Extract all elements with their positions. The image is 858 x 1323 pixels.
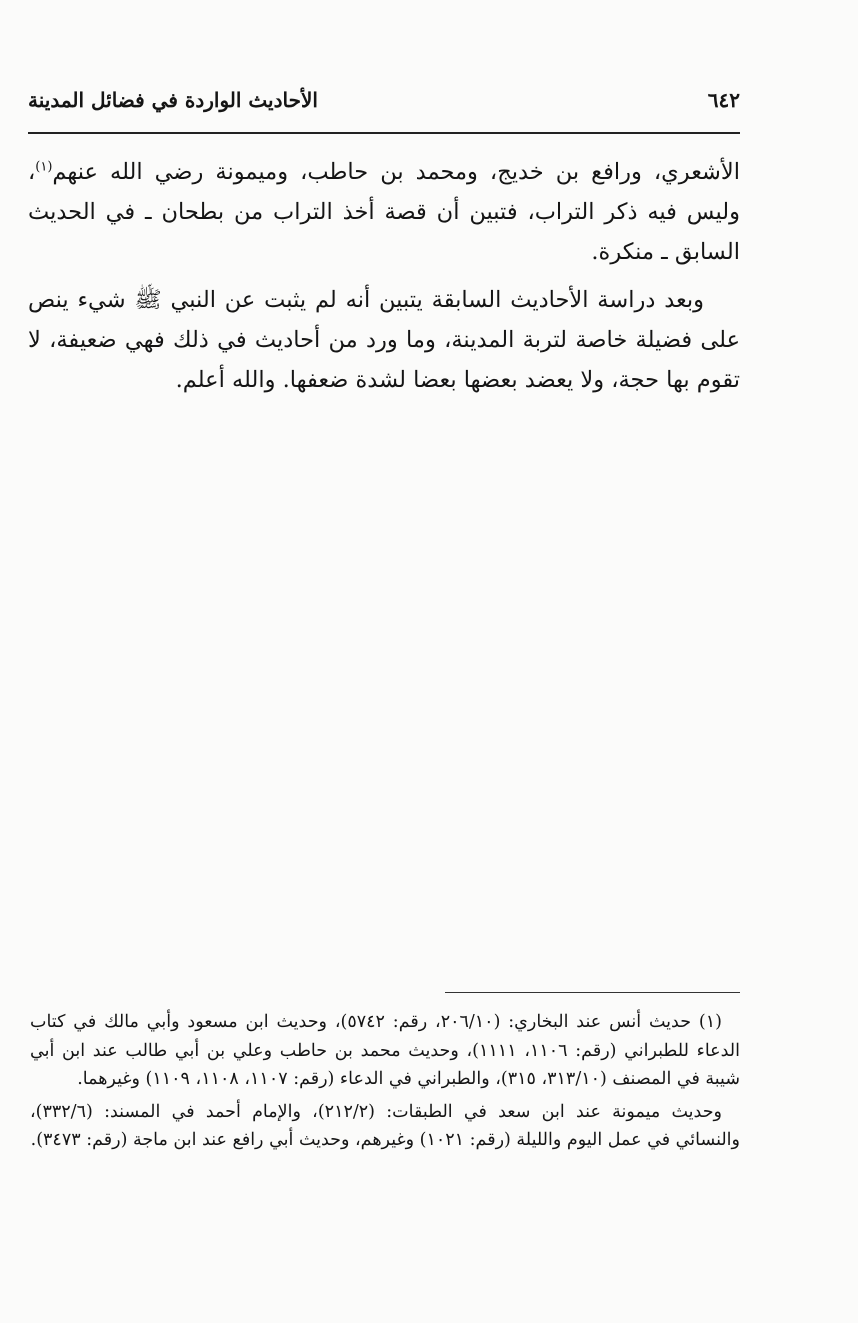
footnote-ref: (١) — [35, 159, 53, 175]
paragraph-1-text: الأشعري، ورافع بن خديج، ومحمد بن حاطب، وميمونة رضي الله عنهم — [52, 159, 740, 185]
paragraph-1 — [28, 152, 740, 272]
header-rule — [28, 132, 740, 134]
running-title: الأحاديث الواردة في فضائل المدينة — [28, 88, 318, 112]
paragraph-2: وبعد دراسة الأحاديث السابقة يتبين أنه لم يثبت عن النبي ﷺ شيء ينص على فضيلة خاصة لتربة المدينة، وما ورد من أحاديث في ذلك فهي ضعيفة، لا تقوم بها حجة، ولا يعضد بعضها بعضا لشدة ضعفها. والله أعلم. — [28, 287, 740, 393]
page-header — [28, 88, 740, 122]
footnote-separator — [445, 992, 740, 993]
footnotes — [30, 1008, 740, 1155]
paragraph-1-rest: ، وليس فيه ذكر التراب، فتبين أن قصة أخذ التراب من بطحان ـ في الحديث السابق ـ منكرة. — [28, 159, 740, 265]
main-text — [28, 152, 740, 400]
footnote-1: (١) حديث أنس عند البخاري: (٢٠٦/١٠، رقم: ٥٧٤٢)، وحديث ابن مسعود وأبي مالك في كتاب الدعاء للطبراني (رقم: ١١٠٦، ١١١١)، وحديث محمد بن حاطب وعلي بن أبي طالب عند ابن أبي شيبة في المصنف (٣١٣/١٠، ٣١٥)، والطبراني في الدعاء (رقم: ١١٠٧، ١١٠٨، ١١٠٩) وغيرهما. — [30, 1012, 740, 1089]
footnote-2: وحديث ميمونة عند ابن سعد في الطبقات: (٢١٢/٢)، والإمام أحمد في المسند: (٣٣٢/٦)، والنسائي في عمل اليوم والليلة (رقم: ١٠٢١) وغيرهم، وحديث أبي رافع عند ابن ماجة (رقم: ٣٤٧٣). — [30, 1101, 740, 1150]
page-number: ٦٤٢ — [707, 88, 740, 112]
